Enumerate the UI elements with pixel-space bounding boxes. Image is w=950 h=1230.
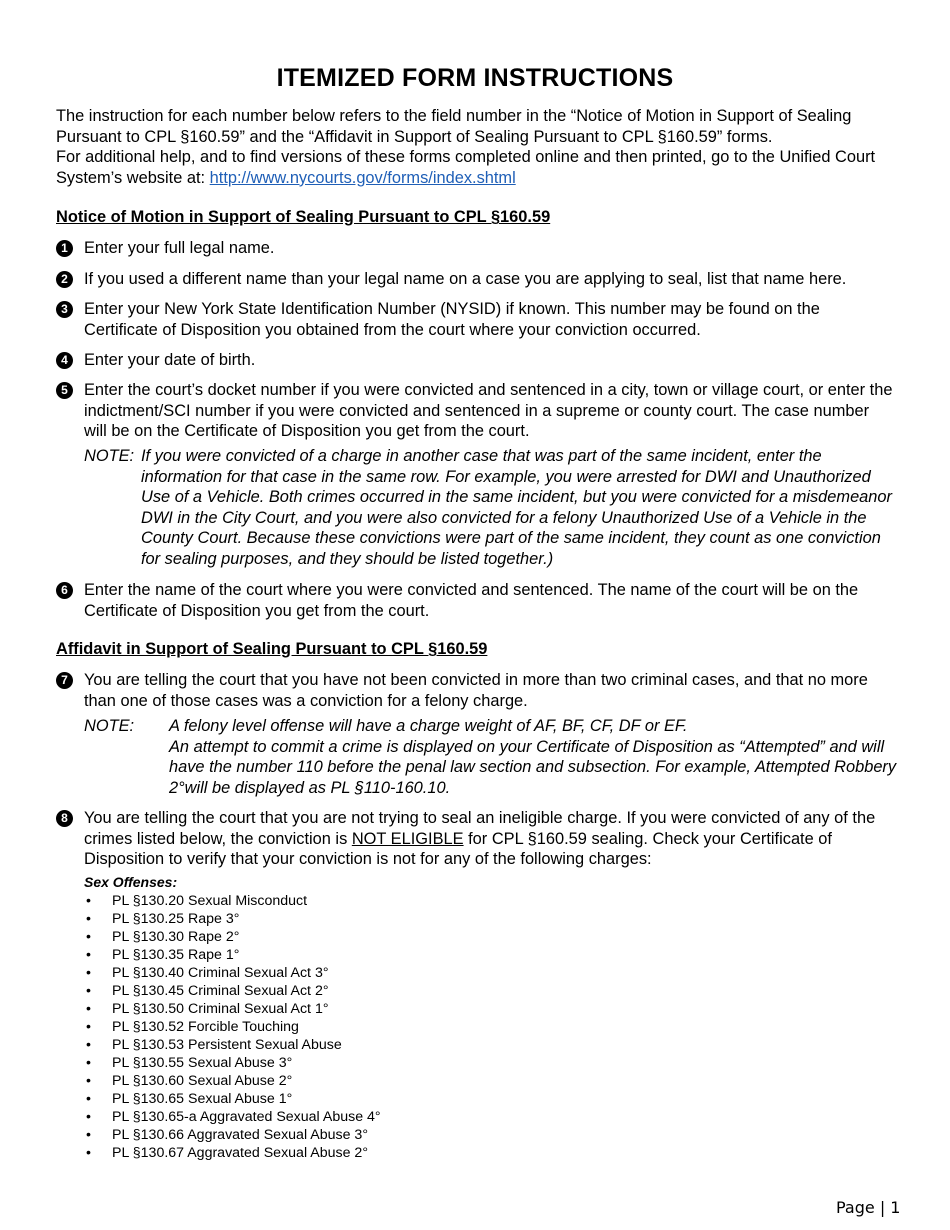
list-item [84,1036,381,1054]
note-label: NOTE: [84,717,135,735]
bullet-icon: • [86,947,91,963]
instruction-item-5 [56,380,896,442]
instruction-item-1 [56,238,896,259]
intro-paragraph [56,106,906,188]
item-number-badge: 8 [56,810,73,827]
offense-label: PL §130.25 Rape 3° [112,911,240,927]
list-item [84,1018,381,1036]
item-number-badge: 2 [56,271,73,288]
item-number-badge: 1 [56,240,73,257]
bullet-icon: • [86,911,91,927]
instruction-item-6 [56,580,896,621]
list-item [84,1144,381,1162]
list-item [84,1090,381,1108]
bullet-icon: • [86,1073,91,1089]
offense-label: PL §130.52 Forcible Touching [112,1019,299,1035]
instruction-text: Enter the court’s docket number if you were convicted and sentenced in a city, town or village court, or enter the indictment/SCI number if you were convicted and sentenced in a supreme or county court. The case number will be on the Certificate of Disposition you get from the court. [84,381,893,441]
instruction-text: Enter your full legal name. [84,239,275,257]
instruction-text: If you used a different name than your legal name on a case you are applying to seal, list that name here. [84,270,847,288]
instruction-text: You are telling the court that you have not been convicted in more than two criminal cases, and that no more than one of those cases was a conviction for a felony charge. [84,671,868,710]
list-item [84,982,381,1000]
note-text: If you were convicted of a charge in another case that was part of the same incident, enter the information for that case in the same row. For example, you were arrested for DWI and Unauthorized Use of a Vehicle. Both crimes occurred in the same incident, but you were convicted for a misdemeanor DWI in the City Court, and you were also convicted for a felony Unauthorized Use of a Vehicle in the County Court. Because these convictions were part of the same incident, they count as one conviction for sealing purposes, and they should be listed together.) [141,447,892,568]
note-same-incident [84,446,896,570]
list-item [84,928,381,946]
note-felony-level [84,716,904,798]
intro-line-2-text: For additional help, and to find versions of these forms completed online and then printed, go to the Unified Court System’s website at: [56,148,876,187]
offense-label: PL §130.65-a Aggravated Sexual Abuse 4° [112,1109,381,1125]
instruction-item-3 [56,299,896,340]
instruction-item-2 [56,269,896,290]
not-eligible-emphasis: NOT ELIGIBLE [351,829,464,848]
item-number-badge: 5 [56,382,73,399]
offense-label: PL §130.40 Criminal Sexual Act 3° [112,965,329,981]
item-number-badge: 6 [56,582,73,599]
instruction-text [84,808,896,870]
list-item [84,1000,381,1018]
offense-label: PL §130.65 Sexual Abuse 1° [112,1091,293,1107]
intro-line-1: The instruction for each number below refers to the field number in the “Notice of Motion in Support of Sealing Pursuant to CPL §160.59” and the “Affidavit in Support of Sealing Pursuant to CPL §160.59” forms. [56,107,852,146]
list-item [84,892,381,910]
offense-label: PL §130.45 Criminal Sexual Act 2° [112,983,329,999]
bullet-icon: • [86,1001,91,1017]
offense-label: PL §130.30 Rape 2° [112,929,240,945]
page-number: Page | 1 [836,1198,901,1217]
instruction-text: Enter the name of the court where you were convicted and sentenced. The name of the court will be on the Certificate of Disposition you get from the court. [84,581,859,620]
instruction-text: Enter your New York State Identification Number (NYSID) if known. This number may be found on the Certificate of Disposition you obtained from the court where your conviction occurred. [84,300,820,339]
instruction-text: Enter your date of birth. [84,351,256,369]
item-number-badge: 3 [56,301,73,318]
instruction-text-part-1: You are telling the court that you are not trying to seal an ineligible charge. If you were convicted of any of the crimes listed below, the conviction is [84,809,876,848]
item-number-badge: 4 [56,352,73,369]
offense-label: PL §130.53 Persistent Sexual Abuse [112,1037,342,1053]
intro-line-2 [56,147,906,188]
bullet-icon: • [86,1037,91,1053]
page-title: ITEMIZED FORM INSTRUCTIONS [276,64,674,92]
section-heading-affidavit: Affidavit in Support of Sealing Pursuant to CPL §160.59 [56,640,488,658]
bullet-icon: • [86,1055,91,1071]
bullet-icon: • [86,1091,91,1107]
bullet-icon: • [86,1109,91,1125]
offense-label: PL §130.55 Sexual Abuse 3° [112,1055,293,1071]
section-heading-notice-of-motion: Notice of Motion in Support of Sealing Pursuant to CPL §160.59 [56,208,551,226]
instruction-item-8 [56,808,896,870]
note-label: NOTE: [84,447,135,465]
offense-label: PL §130.20 Sexual Misconduct [112,893,308,909]
offense-label: PL §130.50 Criminal Sexual Act 1° [112,1001,329,1017]
nycourts-forms-link[interactable]: http://www.nycourts.gov/forms/index.shtml [209,168,516,187]
instruction-item-7 [56,670,896,711]
item-number-badge: 7 [56,672,73,689]
note-line-1: A felony level offense will have a charge weight of AF, BF, CF, DF or EF. [169,717,688,735]
offense-label: PL §130.66 Aggravated Sexual Abuse 3° [112,1127,368,1143]
note-line-2: An attempt to commit a crime is displayed on your Certificate of Disposition as “Attempted” and will have the number 110 before the penal law section and subsection. For example, Attempted Robbery 2°will be displayed as PL §110-160.10. [169,737,897,797]
bullet-icon: • [86,1127,91,1143]
instruction-item-4 [56,350,896,371]
list-item [84,964,381,982]
list-item [84,1072,381,1090]
bullet-icon: • [86,965,91,981]
offense-label: PL §130.35 Rape 1° [112,947,240,963]
bullet-icon: • [86,1145,91,1161]
bullet-icon: • [86,1019,91,1035]
list-item [84,910,381,928]
ineligible-offenses-list [84,892,381,1162]
bullet-icon: • [86,893,91,909]
offense-label: PL §130.67 Aggravated Sexual Abuse 2° [112,1145,368,1161]
offense-label: PL §130.60 Sexual Abuse 2° [112,1073,293,1089]
list-item [84,1054,381,1072]
list-item [84,1126,381,1144]
list-item [84,946,381,964]
sex-offenses-heading: Sex Offenses: [84,874,178,890]
bullet-icon: • [86,983,91,999]
note-text [169,716,904,798]
bullet-icon: • [86,929,91,945]
instruction-text-part-2: for CPL §160.59 sealing. Check your Certificate of Disposition to verify that your conviction is not for any of the following charges: [84,829,832,869]
list-item [84,1108,381,1126]
